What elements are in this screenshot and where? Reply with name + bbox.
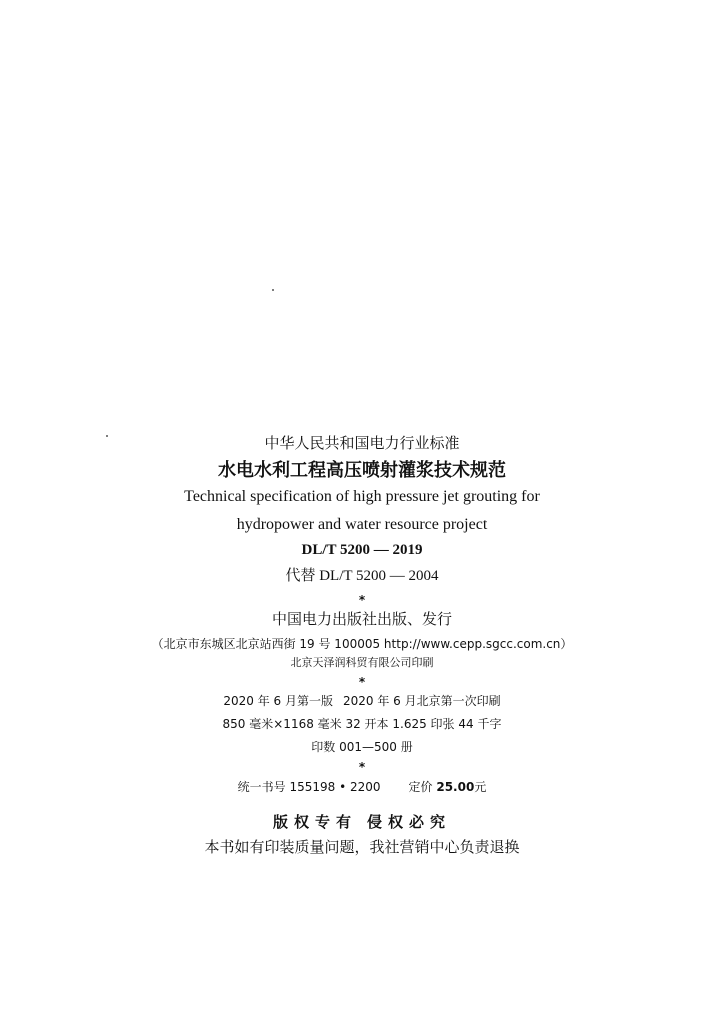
price-unit: 元	[474, 780, 487, 794]
scan-speck	[272, 289, 274, 291]
publisher: 中国电力出版社出版、发行	[271, 610, 452, 628]
title-english-line2: hydropower and water resource project	[236, 516, 488, 533]
copyright-line	[0, 815, 724, 830]
separator-star: *	[358, 760, 366, 774]
price-label: 定价	[408, 780, 433, 794]
copyright-infringement: 侵权必究	[367, 813, 452, 831]
format-info: 850 毫米×1168 毫米 32 开本 1.625 印张 44 千字	[222, 717, 502, 731]
title-chinese: 水电水利工程高压喷射灌浆技术规范	[218, 460, 506, 481]
isbn: 统一书号 155198 • 2200	[237, 780, 381, 794]
edition-info	[0, 695, 724, 707]
publisher-address: （北京市东城区北京站西街 19 号 100005 http://www.cepp.sgcc.com.cn）	[151, 637, 573, 651]
standard-type: 中华人民共和国电力行业标准	[264, 434, 460, 452]
return-notice: 本书如有印装质量问题，我社营销中心负责退换	[204, 838, 520, 856]
separator-star: *	[358, 593, 366, 607]
print-run: 印数 001—500 册	[311, 740, 413, 754]
edition-first: 2020 年 6 月第一版	[223, 694, 333, 708]
edition-print: 2020 年 6 月北京第一次印刷	[343, 694, 501, 708]
standard-number: DL/T 5200 — 2019	[301, 542, 423, 558]
price-value: 25.00	[436, 780, 475, 794]
replaces-standard: 代替 DL/T 5200 — 2004	[285, 568, 439, 584]
copyright-reserved: 版权专有	[272, 813, 357, 831]
isbn-price-line	[0, 781, 724, 793]
printer: 北京天泽润科贸有限公司印刷	[290, 656, 434, 669]
title-english-line1: Technical specification of high pressure jet grouting for	[184, 488, 540, 505]
separator-star: *	[358, 675, 366, 689]
